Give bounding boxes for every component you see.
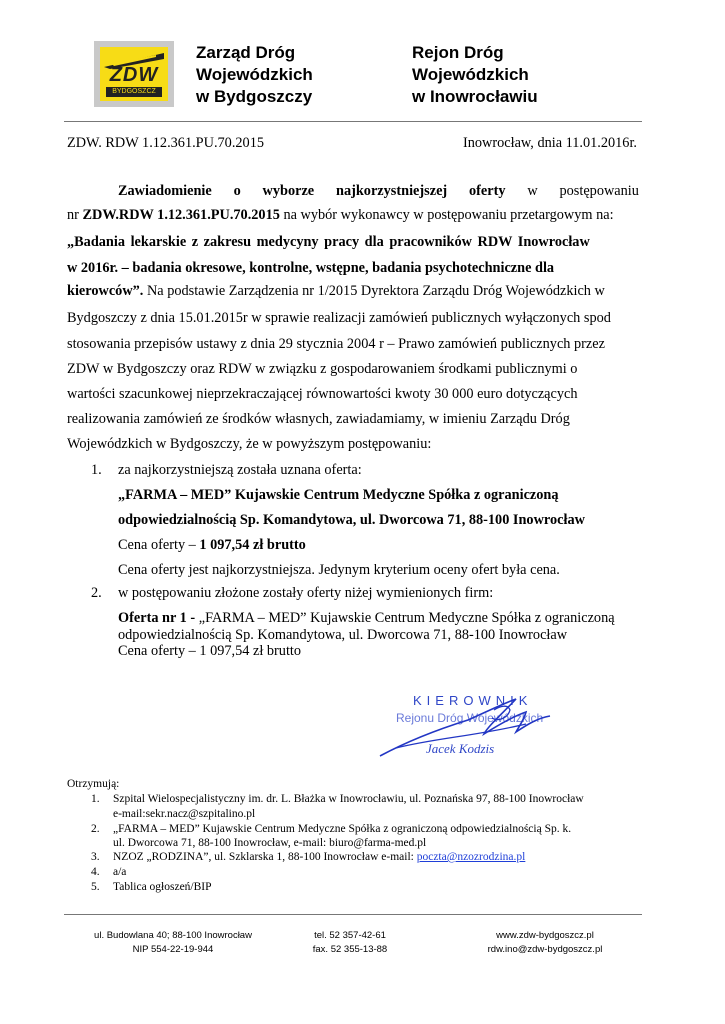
recipient-5-number: 5. (91, 881, 100, 893)
place-date: Inowrocław, dnia 11.01.2016r. (462, 135, 637, 151)
recipient-5-line1: Tablica ogłoszeń/BIP (113, 881, 212, 893)
price-label: Cena oferty – (118, 537, 200, 553)
offer-label: Oferta nr 1 - (118, 610, 199, 626)
item-2-text: w postępowaniu złożone zostały oferty niżej wymienionych firm: (118, 585, 494, 601)
winning-firm-line2: odpowiedzialnością Sp. Komandytowa, ul. Dworcowa 71, 88-100 Inowrocław (118, 512, 585, 528)
org-left-line1: Zarząd Dróg (196, 43, 296, 62)
org-left (196, 42, 313, 108)
recipient-2-line2: ul. Dworcowa 71, 88-100 Inowrocław, e-mail: biuro@farma-med.pl (113, 837, 427, 849)
offer-1-line1 (118, 610, 615, 627)
recipient-3-line1 (113, 851, 525, 863)
signature-icon (376, 690, 560, 762)
word: postępowaniu (559, 183, 639, 199)
stamp-title: KIEROWNIK (413, 693, 533, 708)
body-line-6: Bydgoszczy z dnia 15.01.2015r w sprawie realizacji zamówień publicznych wyłączonych spod (67, 310, 611, 326)
notice-heading (118, 183, 639, 200)
logo-city: BYDGOSZCZ (106, 87, 162, 97)
recipient-4-line1: a/a (113, 866, 127, 878)
footer-address: ul. Budowlana 40; 88-100 Inowrocław (94, 930, 252, 941)
footer-divider (64, 914, 642, 915)
text: NZOZ „RODZINA”, ul. Szklarska 1, 88-100 Inowrocław e-mail: (113, 851, 417, 863)
recipients-label: Otrzymują: (67, 778, 120, 790)
body-line-7: stosowania przepisów ustawy z dnia 29 stycznia 2004 r – Prawo zamówień publicznych przez (67, 336, 605, 352)
header-divider (64, 121, 642, 122)
body-line-8: ZDW w Bydgoszczy oraz RDW w związku z gospodarowaniem środkami publicznymi o (67, 361, 578, 377)
zdw-logo (94, 41, 174, 107)
org-left-line3: w Bydgoszczy (196, 87, 313, 106)
recipient-1-line2: e-mail:sekr.nacz@szpitalino.pl (113, 808, 256, 820)
text: nr (67, 207, 83, 223)
recipient-2-line1: „FARMA – MED” Kujawskie Centrum Medyczne Spółka z ograniczoną odpowiedzialnością Sp. k. (113, 823, 572, 835)
offer-1-line3: Cena oferty – 1 097,54 zł brutto (118, 643, 302, 659)
body-line-10: realizowania zamówień ze środków własnych, zawiadamiamy, w imieniu Zarządu Dróg (67, 411, 570, 427)
price-value: 1 097,54 zł brutto (199, 537, 306, 553)
text: „FARMA – MED” Kujawskie Centrum Medyczne Spółka z ograniczoną (198, 610, 615, 626)
winning-note: Cena oferty jest najkorzystniejsza. Jedynym kryterium oceny ofert była cena. (118, 562, 560, 578)
footer-fax: fax. 52 355-13-88 (312, 944, 388, 955)
footer-nip: NIP 554-22-19-944 (132, 944, 214, 955)
stamp-unit: Rejonu Dróg Wojewódzkich (396, 711, 544, 725)
item-1-number: 1. (91, 462, 102, 478)
word: najkorzystniejszej (336, 183, 448, 199)
org-right-line1: Rejon Dróg (412, 43, 504, 62)
reference-number: ZDW. RDW 1.12.361.PU.70.2015 (67, 135, 264, 151)
word: Zawiadomienie (118, 183, 212, 199)
word: wyborze (262, 183, 315, 199)
offer-1-line2: odpowiedzialnością Sp. Komandytowa, ul. Dworcowa 71, 88-100 Inowrocław (118, 627, 568, 643)
reference-inline: ZDW.RDW 1.12.361.PU.70.2015 (82, 207, 280, 223)
body-line-9: wartości szacunkowej nieprzekraczającej równowartości kwoty 30 000 euro dotyczących (67, 386, 578, 402)
stamp-name: Jacek Kodzis (426, 741, 495, 756)
org-right (412, 42, 538, 108)
recipient-3-number: 3. (91, 851, 100, 863)
item-2-number: 2. (91, 585, 102, 601)
winning-price (118, 537, 306, 554)
recipient-2-number: 2. (91, 823, 100, 835)
body-line-3: „Badania lekarskie z zakresu medycyny pracy dla pracowników RDW Inowrocław (67, 234, 590, 250)
logo-badge (100, 47, 168, 101)
item-1-text: za najkorzystniejszą została uznana oferta: (118, 462, 362, 478)
recipient-1-line1: Szpital Wielospecjalistyczny im. dr. L. Błażka w Inowrocławiu, ul. Poznańska 97, 88-100 Inowrocław (113, 793, 584, 805)
recipient-4-number: 4. (91, 866, 100, 878)
body-line-2 (67, 207, 614, 224)
org-right-line2: Wojewódzkich (412, 65, 529, 84)
footer-tel: tel. 52 357-42-61 (314, 930, 386, 941)
recipient-1-number: 1. (91, 793, 100, 805)
org-right-line3: w Inowrocławiu (412, 87, 538, 106)
word: w (527, 183, 538, 199)
body-line-4: w 2016r. – badania okresowe, kontrolne, wstępne, badania psychotechniczne dla (67, 260, 555, 276)
text: na wybór wykonawcy w postępowaniu przetargowym na: (279, 207, 614, 223)
winning-firm-line1: „FARMA – MED” Kujawskie Centrum Medyczne Spółka z ograniczoną (118, 487, 559, 503)
text: kierowców”. (67, 283, 144, 299)
word: o (233, 183, 241, 199)
word: oferty (469, 183, 506, 199)
org-left-line2: Wojewódzkich (196, 65, 313, 84)
body-line-11: Wojewódzkich w Bydgoszczy, że w powyższym postępowaniu: (67, 436, 432, 452)
recipient-3-email-link[interactable]: poczta@nzozrodzina.pl (416, 851, 526, 863)
logo-text: ZDW (109, 64, 159, 86)
footer-email: rdw.ino@zdw-bydgoszcz.pl (487, 944, 603, 955)
text: Na podstawie Zarządzenia nr 1/2015 Dyrektora Zarządu Dróg Wojewódzkich w (143, 283, 605, 299)
footer-www: www.zdw-bydgoszcz.pl (496, 930, 594, 941)
body-line-5 (67, 283, 605, 300)
